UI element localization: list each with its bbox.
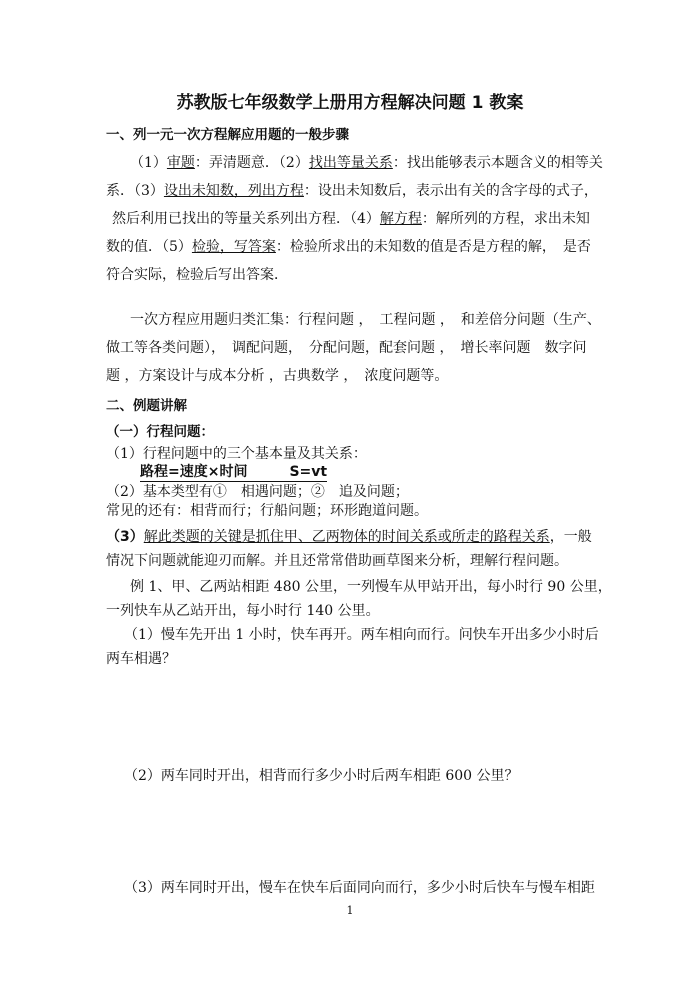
example1-line-1: 例 1、甲、乙两站相距 480 公里，一列慢车从甲站开出，每小时行 90 公里，	[130, 579, 612, 595]
summary-line-2: 做工等各类问题）， 调配问题， 分配问题，配套问题 ， 增长率问题 数字问	[106, 340, 587, 356]
key-point-underlined: 解此类题的关键是抓住甲、乙两物体的时间关系或所走的路程关系	[143, 529, 550, 545]
text-span: ：找出能够表示本题含义的相等关	[392, 155, 603, 171]
steps-line-5: 符合实际，检验后写出答案．	[106, 267, 288, 283]
travel-problem-heading: （一）行程问题：	[106, 424, 214, 440]
step-keyword-检验: 检验，写答案	[191, 239, 276, 255]
section1-heading: 一、列一元一次方程解应用题的一般步骤	[106, 127, 349, 143]
paragraph-basic-quantities: （1）行程问题中的三个基本量及其关系：	[106, 446, 367, 462]
page-number: 1	[346, 904, 354, 917]
paragraph-basic-types: （2）基本类型有① 相遇问题；② 追及问题；	[106, 484, 409, 500]
steps-line-4	[106, 236, 606, 258]
text-span: ：检验所求出的未知数的值是否是方程的解， 是否	[275, 239, 591, 255]
text-span: 系．（3）	[106, 183, 164, 199]
step-keyword-列方程: 设出未知数，列出方程	[163, 183, 304, 199]
example1-line-2: 一列快车从乙站开出，每小时行 140 公里。	[106, 603, 380, 619]
text-span: 然后利用已找出的等量关系列出方程．（4）	[112, 211, 380, 227]
step-keyword-解方程: 解方程	[379, 211, 422, 227]
paragraph-common-types: 常见的还有：相背而行；行船问题；环形跑道问题。	[106, 503, 428, 519]
step-keyword-等量关系: 找出等量关系	[308, 155, 393, 171]
text-span: （3）	[106, 529, 144, 545]
summary-line-3: 题 ，方案设计与成本分析 ，古典数学 ， 浓度问题等。	[106, 368, 449, 384]
steps-line-2	[106, 180, 606, 202]
text-span: ：设出未知数后，表示出有关的含字母的式子，	[303, 183, 598, 199]
text-span: （1）	[130, 155, 167, 171]
question2: （2）两车同时开出，相背而行多少小时后两车相距 600 公里？	[124, 768, 519, 784]
step-keyword-审题: 审题	[166, 155, 195, 171]
distance-formula: 路程=速度×时间 S=vt	[140, 464, 328, 480]
text-span: ：解所列的方程，求出未知	[421, 211, 590, 227]
text-span: 数的值．（5）	[106, 239, 192, 255]
paragraph-key-point-cont: 情况下问题就能迎刃而解。并且还常常借助画草图来分析，理解行程问题。	[106, 553, 568, 569]
question1-line-1: （1）慢车先开出 1 小时，快车再开。两车相向而行。问快车开出多少小时后	[124, 627, 599, 643]
steps-line-3	[112, 208, 612, 230]
formula-line	[140, 461, 640, 483]
question3: （3）两车同时开出，慢车在快车后面同向而行，多少小时后快车与慢车相距	[124, 880, 595, 896]
summary-line-1: 一次方程应用题归类汇集：行程问题 ， 工程问题 ， 和差倍分问题（生产、	[130, 312, 601, 328]
section2-heading: 二、例题讲解	[106, 398, 187, 414]
steps-line-1	[130, 152, 630, 174]
text-span: ，一般	[549, 529, 592, 545]
paragraph-key-point	[106, 526, 606, 548]
text-span: ：弄清题意．（2）	[194, 155, 309, 171]
question1-line-2: 两车相遇？	[106, 651, 176, 667]
document-title: 苏教版七年级数学上册用方程解决问题 1 教案	[176, 93, 524, 113]
